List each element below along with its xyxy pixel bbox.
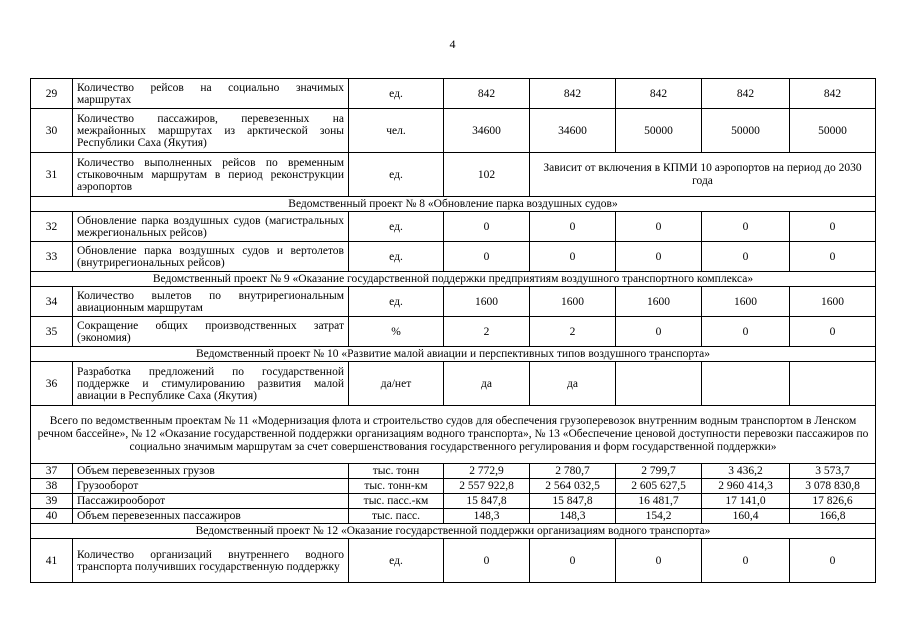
- value-cell: 0: [790, 317, 876, 347]
- indicator-name: Грузооборот: [73, 479, 349, 494]
- value-cell: 842: [616, 79, 702, 109]
- unit-cell: ед.: [349, 212, 444, 242]
- value-cell: 0: [616, 212, 702, 242]
- value-cell: 160,4: [702, 509, 790, 524]
- value-cell: [790, 362, 876, 406]
- value-cell: 2 772,9: [444, 464, 530, 479]
- unit-cell: ед.: [349, 287, 444, 317]
- unit-cell: тыс. пасс.: [349, 509, 444, 524]
- value-cell: 0: [790, 539, 876, 583]
- value-cell: 0: [530, 212, 616, 242]
- value-cell: 0: [444, 539, 530, 583]
- table-row: [31, 509, 876, 524]
- value-cell: 1600: [790, 287, 876, 317]
- indicator-name: Количество рейсов на социально значимых маршрутах: [73, 79, 349, 109]
- row-number: 38: [31, 479, 73, 494]
- value-cell: 2 605 627,5: [616, 479, 702, 494]
- value-cell: 2 557 922,8: [444, 479, 530, 494]
- row-number: 31: [31, 153, 73, 197]
- row-number: 32: [31, 212, 73, 242]
- value-cell: 3 573,7: [790, 464, 876, 479]
- row-number: 36: [31, 362, 73, 406]
- section-row: [31, 197, 876, 212]
- value-cell: 0: [444, 212, 530, 242]
- unit-cell: ед.: [349, 539, 444, 583]
- value-cell: 0: [616, 539, 702, 583]
- value-cell: 34600: [530, 109, 616, 153]
- table-row: [31, 287, 876, 317]
- value-cell: 1600: [702, 287, 790, 317]
- indicator-name: Пассажирооборот: [73, 494, 349, 509]
- value-cell: 0: [702, 539, 790, 583]
- value-cell: 842: [444, 79, 530, 109]
- unit-cell: чел.: [349, 109, 444, 153]
- table-row: [31, 464, 876, 479]
- value-cell: 17 826,6: [790, 494, 876, 509]
- value-cell: 0: [702, 317, 790, 347]
- table-row: [31, 153, 876, 197]
- indicator-name: Объем перевезенных пассажиров: [73, 509, 349, 524]
- value-cell: 0: [702, 212, 790, 242]
- indicator-name: Количество выполненных рейсов по временным стыковочным маршрутам в период реконструкции аэропортов: [73, 153, 349, 197]
- value-cell: 2 960 414,3: [702, 479, 790, 494]
- section-title: Ведомственный проект № 12 «Оказание государственной поддержки организациям водного транспорта»: [31, 524, 876, 539]
- row-number: 35: [31, 317, 73, 347]
- section-row: [31, 272, 876, 287]
- unit-cell: ед.: [349, 79, 444, 109]
- indicators-table: [30, 78, 876, 583]
- value-cell: 34600: [444, 109, 530, 153]
- value-cell: 842: [790, 79, 876, 109]
- table-row: [31, 79, 876, 109]
- value-cell: 16 481,7: [616, 494, 702, 509]
- section-title: Всего по ведомственным проектам № 11 «Модернизация флота и строительство судов для обеспечения грузоперевозок внутренним водным транспортом в Ленском речном бассейне», № 12 «Оказание государственной поддержки организациям водного транспорта», № 13 «Обеспечение ценовой доступности перевозки пассажиров по социально значимым маршрутам за счет совершенствования государственного регулирования и форм государственной поддержки»: [31, 406, 876, 464]
- value-cell: 2 799,7: [616, 464, 702, 479]
- row-number: 39: [31, 494, 73, 509]
- page-number: 4: [449, 37, 456, 51]
- indicator-name: Количество организаций внутреннего водного транспорта получивших государственную поддержку: [73, 539, 349, 583]
- value-cell: 2 564 032,5: [530, 479, 616, 494]
- value-cell: 0: [790, 242, 876, 272]
- table-row: [31, 109, 876, 153]
- value-cell: 148,3: [444, 509, 530, 524]
- value-cell: 15 847,8: [444, 494, 530, 509]
- value-cell: 1600: [530, 287, 616, 317]
- row-number: 40: [31, 509, 73, 524]
- table-row: [31, 212, 876, 242]
- indicator-name: Количество пассажиров, перевезенных на межрайонных маршрутах из арктической зоны Республики Саха (Якутия): [73, 109, 349, 153]
- unit-cell: тыс. пасс.-км: [349, 494, 444, 509]
- unit-cell: ед.: [349, 242, 444, 272]
- section-title: Ведомственный проект № 9 «Оказание государственной поддержки предприятиям воздушного транспортного комплекса»: [31, 272, 876, 287]
- value-cell: 102: [444, 153, 530, 197]
- section-row: [31, 524, 876, 539]
- value-cell: 1600: [616, 287, 702, 317]
- row-number: 34: [31, 287, 73, 317]
- unit-cell: да/нет: [349, 362, 444, 406]
- unit-cell: ед.: [349, 153, 444, 197]
- row-number: 41: [31, 539, 73, 583]
- value-cell: 0: [616, 317, 702, 347]
- indicator-name: Количество вылетов по внутрирегиональным авиационным маршрутам: [73, 287, 349, 317]
- value-cell: 0: [616, 242, 702, 272]
- value-cell: 50000: [790, 109, 876, 153]
- row-number: 29: [31, 79, 73, 109]
- value-cell: 2: [444, 317, 530, 347]
- value-cell: 0: [530, 242, 616, 272]
- value-cell: да: [444, 362, 530, 406]
- dependency-note: Зависит от включения в КПМИ 10 аэропортов на период до 2030 года: [530, 153, 876, 197]
- value-cell: 50000: [702, 109, 790, 153]
- section-row: [31, 406, 876, 464]
- table-row: [31, 479, 876, 494]
- value-cell: 0: [702, 242, 790, 272]
- value-cell: 0: [530, 539, 616, 583]
- value-cell: 154,2: [616, 509, 702, 524]
- value-cell: [616, 362, 702, 406]
- unit-cell: %: [349, 317, 444, 347]
- row-number: 33: [31, 242, 73, 272]
- table-row: [31, 539, 876, 583]
- value-cell: 15 847,8: [530, 494, 616, 509]
- section-title: Ведомственный проект № 10 «Развитие малой авиации и перспективных типов воздушного транспорта»: [31, 347, 876, 362]
- table-row: [31, 242, 876, 272]
- unit-cell: тыс. тонн: [349, 464, 444, 479]
- value-cell: 0: [790, 212, 876, 242]
- value-cell: [702, 362, 790, 406]
- value-cell: 3 436,2: [702, 464, 790, 479]
- section-row: [31, 347, 876, 362]
- table-row: [31, 494, 876, 509]
- value-cell: да: [530, 362, 616, 406]
- value-cell: 3 078 830,8: [790, 479, 876, 494]
- value-cell: 842: [702, 79, 790, 109]
- unit-cell: тыс. тонн-км: [349, 479, 444, 494]
- value-cell: 842: [530, 79, 616, 109]
- indicator-name: Сокращение общих производственных затрат (экономия): [73, 317, 349, 347]
- value-cell: 17 141,0: [702, 494, 790, 509]
- indicator-name: Обновление парка воздушных судов (магистральных межрегиональных рейсов): [73, 212, 349, 242]
- value-cell: 148,3: [530, 509, 616, 524]
- row-number: 37: [31, 464, 73, 479]
- table-row: [31, 362, 876, 406]
- row-number: 30: [31, 109, 73, 153]
- value-cell: 0: [444, 242, 530, 272]
- table-row: [31, 317, 876, 347]
- indicator-name: Объем перевезенных грузов: [73, 464, 349, 479]
- value-cell: 50000: [616, 109, 702, 153]
- indicator-name: Обновление парка воздушных судов и вертолетов (внутрирегиональных рейсов): [73, 242, 349, 272]
- value-cell: 2 780,7: [530, 464, 616, 479]
- value-cell: 1600: [444, 287, 530, 317]
- value-cell: 166,8: [790, 509, 876, 524]
- section-title: Ведомственный проект № 8 «Обновление парка воздушных судов»: [31, 197, 876, 212]
- indicator-name: Разработка предложений по государственной поддержке и стимулированию развития малой авиации в Республике Саха (Якутия): [73, 362, 349, 406]
- value-cell: 2: [530, 317, 616, 347]
